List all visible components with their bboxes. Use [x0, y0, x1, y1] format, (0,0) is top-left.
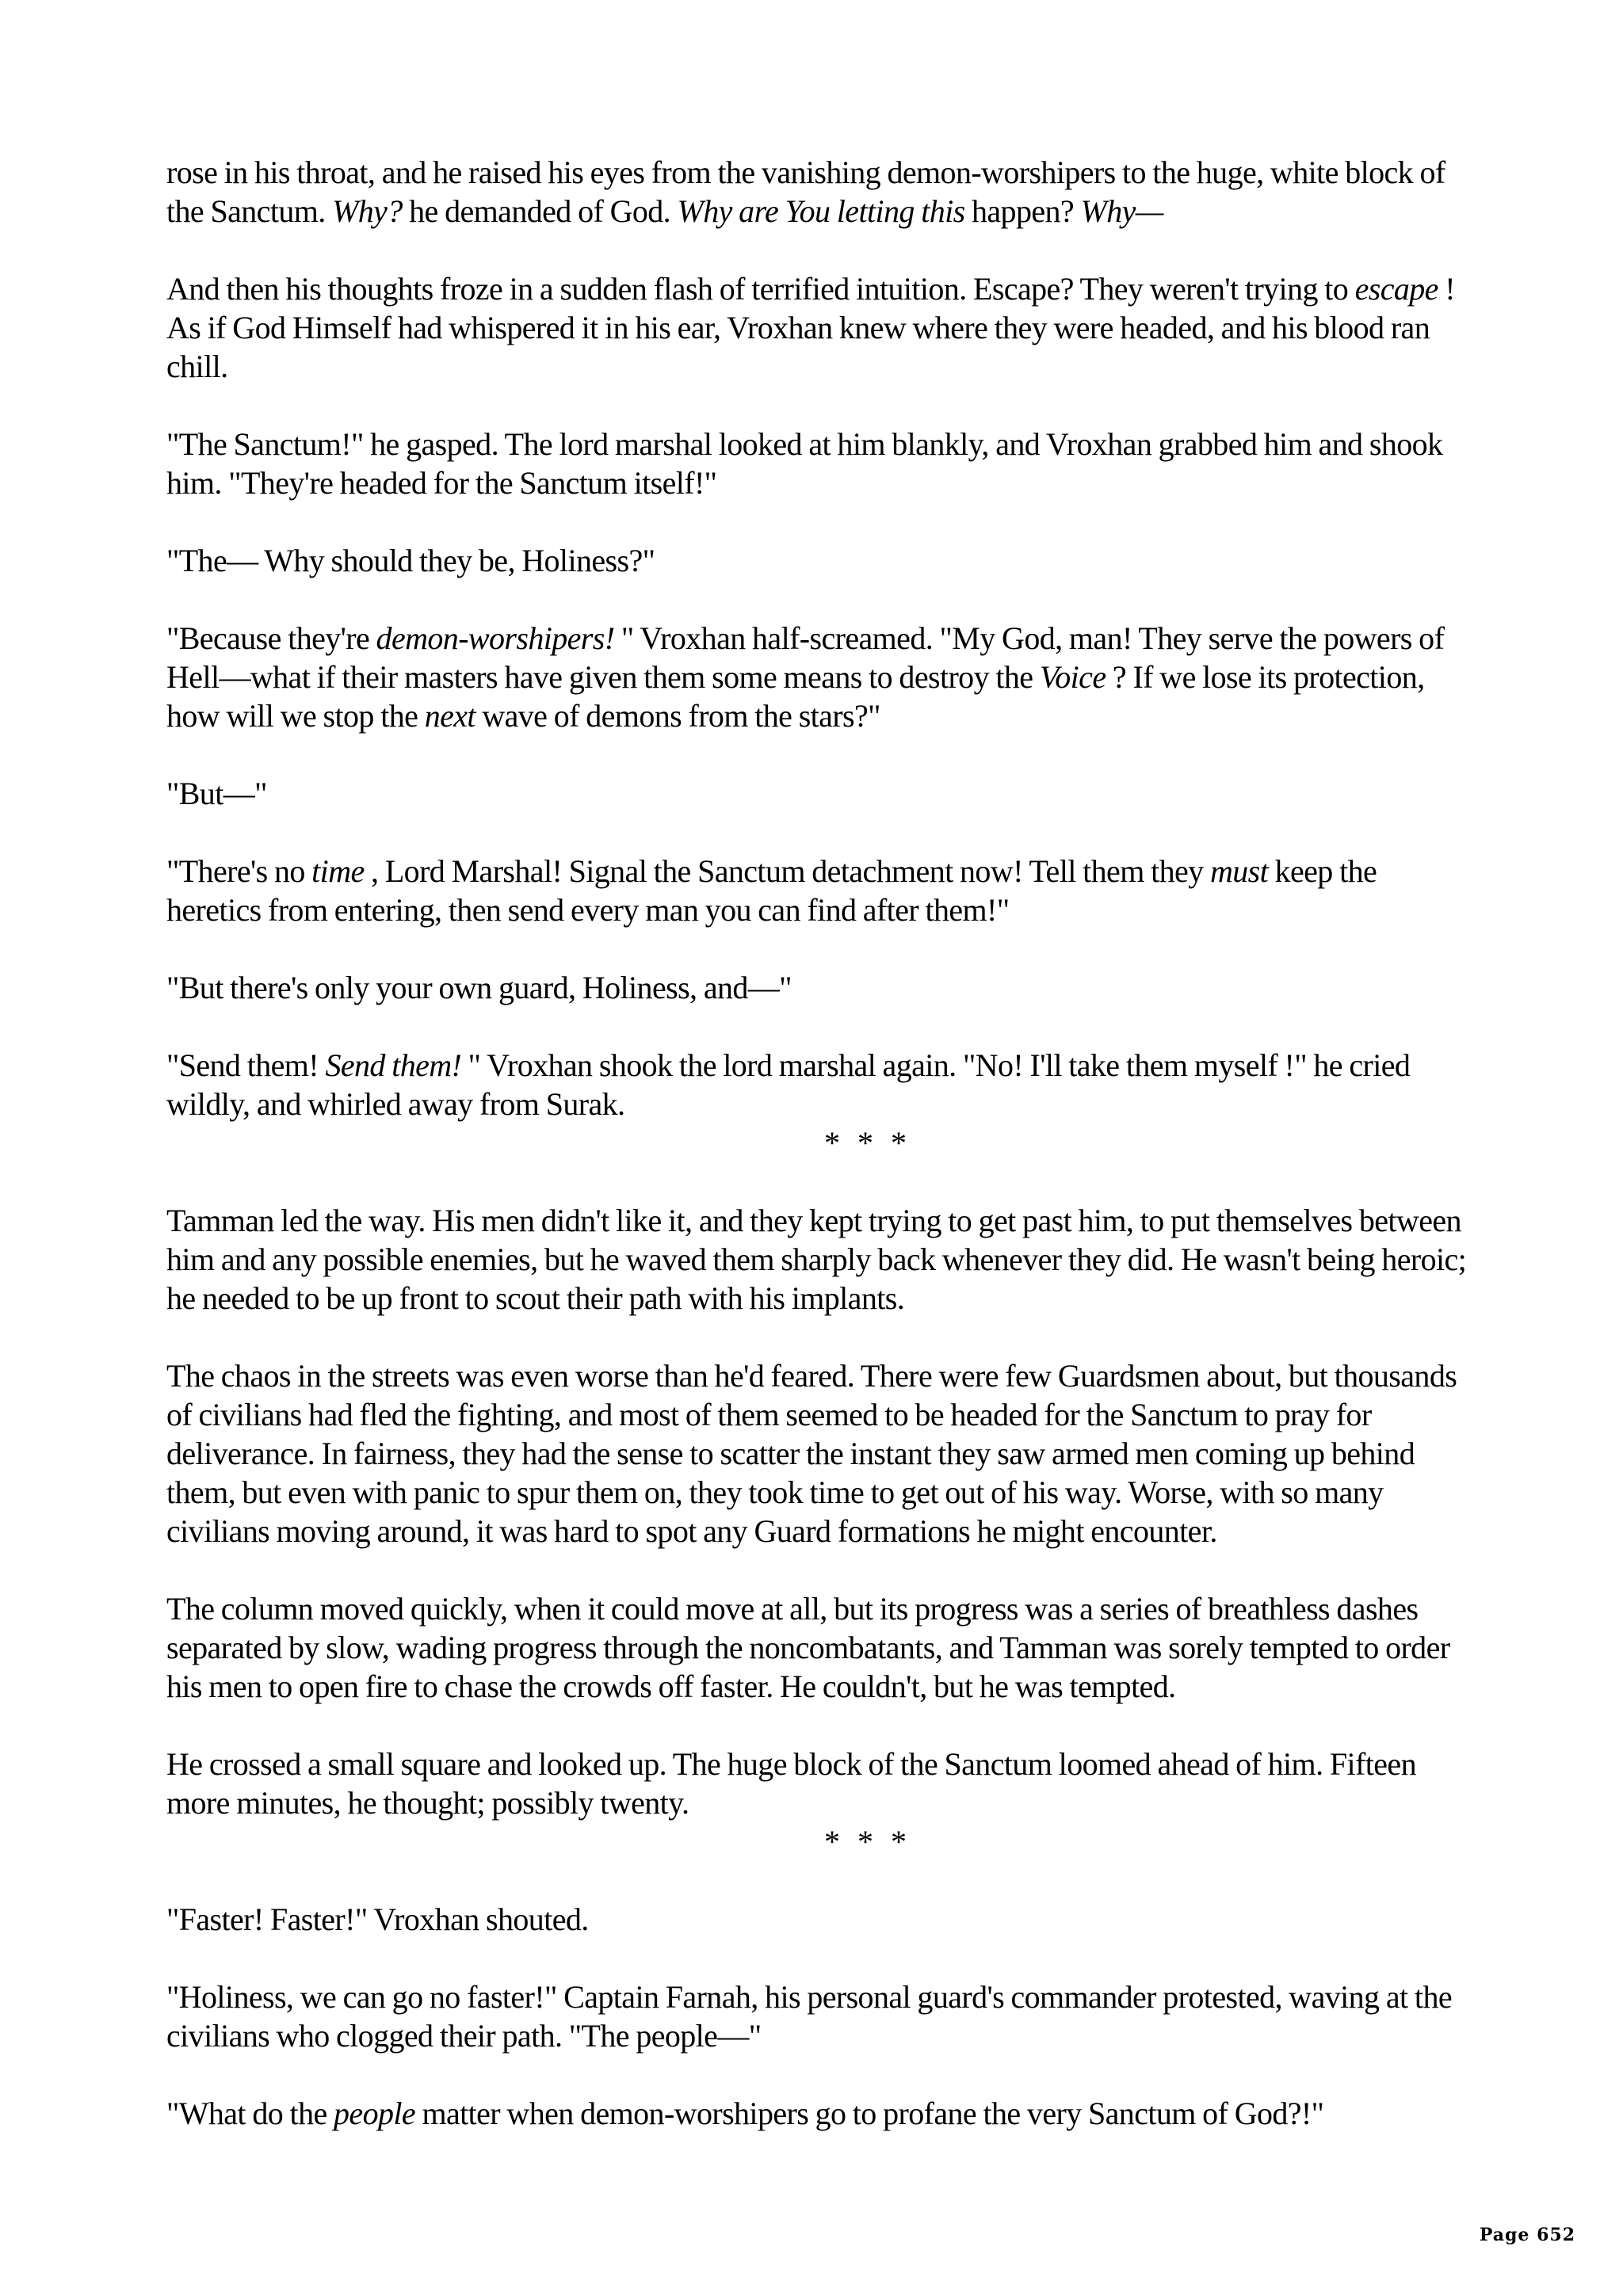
text-run: The column moved quickly, when it could move at all, but its progress was a series of breathless dashes separated by slow, wading progress through the noncombatants, and Tamman was sorely tempted to order his men to open fire to chase the crowds off faster. He couldn't, but he was tempted. [166, 1591, 1450, 1704]
italic-text: Voice [1039, 659, 1106, 695]
text-run: And then his thoughts froze in a sudden flash of terrified intuition. Escape? They weren't trying to [166, 271, 1355, 307]
text-run: "Because they're [166, 620, 376, 656]
italic-text: Why? [332, 193, 403, 229]
text-run: "The Sanctum!" he gasped. The lord marshal looked at him blankly, and Vroxhan grabbed him and shook him. "They're headed for the Sanctum itself!" [166, 426, 1443, 501]
text-run: He crossed a small square and looked up. The huge block of the Sanctum loomed ahead of him. Fifteen more minutes, he thought; possibly twenty. [166, 1746, 1416, 1821]
paragraph [166, 1201, 1474, 1318]
paragraph [166, 968, 1474, 1007]
text-run: "Send them! [166, 1047, 326, 1083]
text-run: "But—" [166, 776, 267, 811]
italic-text: must [1209, 853, 1269, 889]
text-run: Tamman led the way. His men didn't like it, and they kept trying to get past him, to put themselves between him and any possible enemies, but he waved them sharply back whenever they did. He wasn't being heroic; he needed to be up front to scout their path with his implants. [166, 1203, 1467, 1316]
text-column [166, 153, 1474, 2172]
text-run: keep the heretics from entering, then send every man you can find after them!" [166, 853, 1377, 928]
paragraph [166, 1589, 1474, 1706]
paragraph [166, 1900, 1474, 1939]
text-run: " Vroxhan shook the lord marshal again. "No! I'll take them myself !" he cried wildly, and whirled away from Surak. [166, 1047, 1411, 1122]
text-run: "But there's only your own guard, Holiness, and—" [166, 970, 792, 1005]
paragraph [166, 1978, 1474, 2055]
paragraph [166, 153, 1474, 231]
paragraph [166, 425, 1474, 502]
text-run: "Faster! Faster!" Vroxhan shouted. [166, 1901, 589, 1937]
text-run: he demanded of God. [402, 193, 678, 229]
italic-text: Why are You letting this [677, 193, 965, 229]
text-run: rose in his throat, and he raised his eyes from the vanishing demon-worshipers to the huge, white block of the Sanctum. [166, 154, 1445, 229]
text-run: matter when demon-worshipers go to profane the very Sanctum of God?!" [415, 2096, 1324, 2131]
paragraph [166, 774, 1474, 813]
text-run: happen? [964, 193, 1081, 229]
paragraph [166, 2094, 1474, 2133]
text-run: "There's no [166, 853, 312, 889]
text-run: wave of demons from the stars?" [475, 698, 880, 734]
text-run: ! As if God Himself had whispered it in his ear, Vroxhan knew where they were headed, and his blood ran chill. [166, 271, 1455, 384]
paragraph [166, 269, 1474, 386]
text-run: , Lord Marshal! Signal the Sanctum detachment now! Tell them they [364, 853, 1210, 889]
paragraph [166, 541, 1474, 580]
text-run: "The— Why should they be, Holiness?" [166, 543, 655, 578]
text-run: " Vroxhan half-screamed. "My God, man! They serve the powers of Hell—what if their masters have given them some means to destroy the [166, 620, 1445, 695]
italic-text: time [311, 853, 365, 889]
paragraph [166, 1356, 1474, 1550]
italic-text: Why— [1080, 193, 1163, 229]
page-number: Page 652 [1479, 2225, 1575, 2245]
scene-break: * * * [824, 1125, 911, 1161]
text-run: "What do the [166, 2096, 334, 2131]
italic-text: escape [1354, 271, 1438, 307]
text-run: ? If we lose its protection, how will we stop the [166, 659, 1425, 734]
text-run: The chaos in the streets was even worse than he'd feared. There were few Guardsmen about, but thousands of civilians had fled the fighting, and most of them seemed to be headed for the Sanctum to pray for deliverance. In fairness, they had the sense to scatter the instant they saw armed men coming up behind them, but even with panic to spur them on, they took time to get out of his way. Worse, with so many civilians moving around, it was hard to spot any Guard formations he might encounter. [166, 1358, 1457, 1549]
paragraph [166, 1046, 1474, 1123]
text-run: "Holiness, we can go no faster!" Captain Farnah, his personal guard's commander protested, waving at the civilians who clogged their path. "The people—" [166, 1979, 1452, 2054]
scene-break: * * * [824, 1824, 911, 1859]
italic-text: Send them! [325, 1047, 462, 1083]
paragraph [166, 619, 1474, 735]
paragraph [166, 852, 1474, 929]
italic-text: next [424, 698, 475, 734]
italic-text: people [334, 2096, 416, 2131]
paragraph [166, 1745, 1474, 1822]
italic-text: demon-worshipers! [376, 620, 615, 656]
